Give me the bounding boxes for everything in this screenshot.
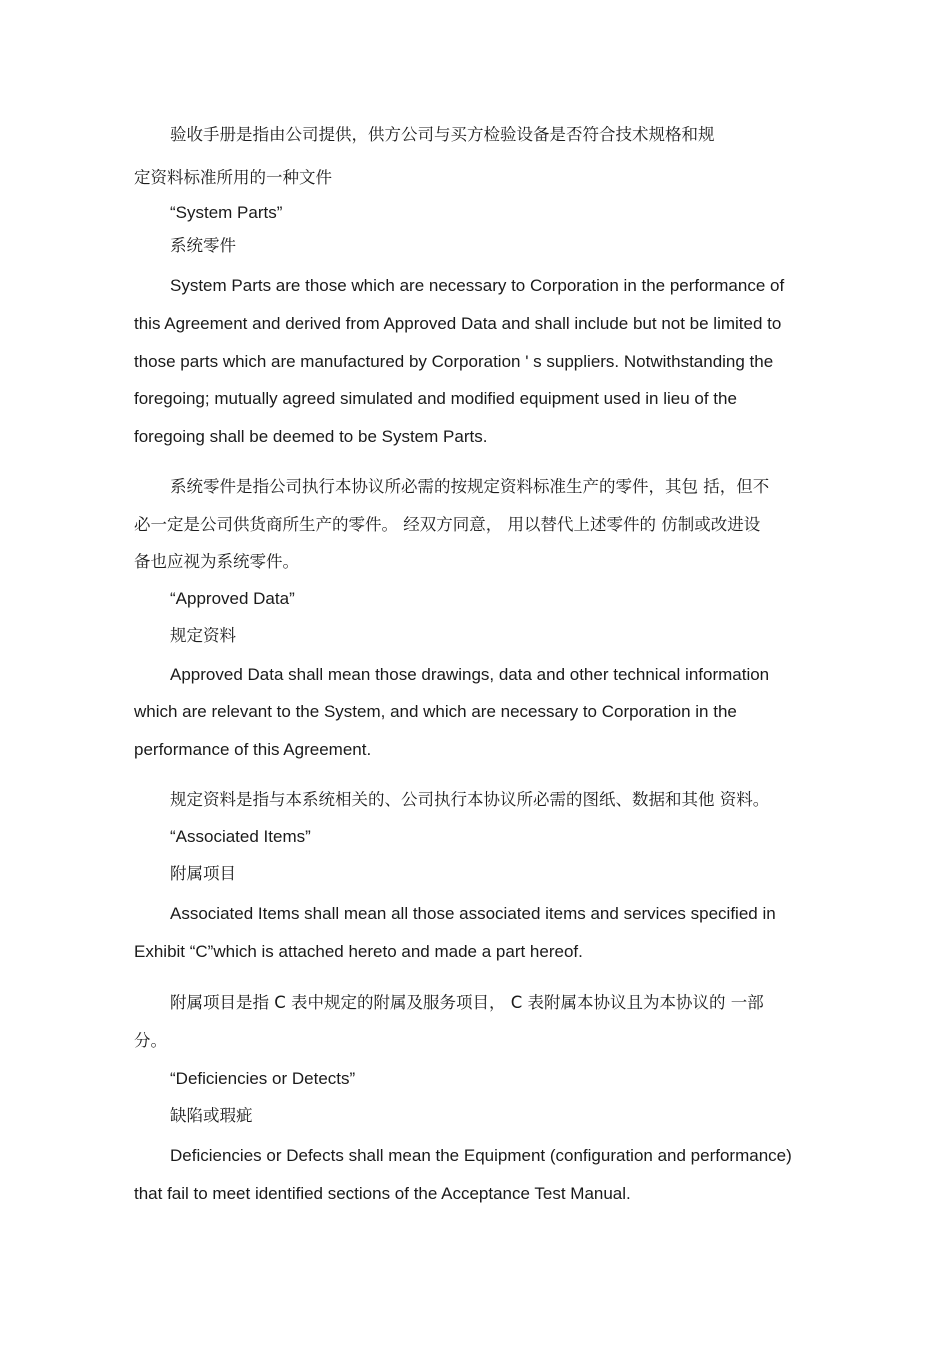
associated-items-def-zh-1: 附属项目是指 C 表中规定的附属及服务项目， C 表附属本协议且为本协议的 一部 [170, 993, 764, 1012]
term-associated-items-en: “Associated Items” [170, 827, 311, 846]
term-deficiencies-en: “Deficiencies or Detects” [170, 1069, 356, 1088]
system-parts-def-en-4: foregoing; mutually agreed simulated and modified equipment used in lieu of the [134, 389, 737, 408]
term-deficiencies-zh: 缺陷或瑕疵 [170, 1106, 253, 1125]
associated-items-def-en-1: Associated Items shall mean all those associated items and services specified in [170, 904, 776, 923]
term-approved-data-en: “Approved Data” [170, 589, 295, 608]
deficiencies-def-en-2: that fail to meet identified sections of the Acceptance Test Manual. [134, 1184, 631, 1203]
approved-data-def-en-1: Approved Data shall mean those drawings, data and other technical information [170, 665, 770, 684]
system-parts-def-en-5: foregoing shall be deemed to be System Parts. [134, 427, 488, 446]
term-system-parts-en: “System Parts” [170, 203, 283, 222]
term-system-parts-zh: 系统零件 [170, 236, 236, 255]
associated-items-def-en-2: Exhibit “C”which is attached hereto and made a part hereof. [134, 942, 583, 961]
deficiencies-def-en-1: Deficiencies or Defects shall mean the Equipment (configuration and performance) [170, 1146, 792, 1165]
term-approved-data-zh: 规定资料 [170, 626, 236, 645]
term-associated-items-zh: 附属项目 [170, 864, 236, 883]
associated-items-def-zh-2: 分。 [134, 1031, 167, 1050]
system-parts-def-en-1: System Parts are those which are necessary to Corporation in the performance of [170, 276, 785, 295]
approved-data-def-zh-1: 规定资料是指与本系统相关的、公司执行本协议所必需的图纸、数据和其他 资料。 [170, 790, 770, 809]
approved-data-def-en-2: which are relevant to the System, and which are necessary to Corporation in the [134, 702, 737, 721]
approved-data-def-en-3: performance of this Agreement. [134, 740, 372, 759]
system-parts-def-zh-2: 必一定是公司供货商所生产的零件。 经双方同意， 用以替代上述零件的 仿制或改进设 [134, 515, 761, 534]
system-parts-def-zh-3: 备也应视为系统零件。 [134, 552, 299, 571]
intro-line-2: 定资料标准所用的一种文件 [134, 168, 332, 187]
system-parts-def-en-3: those parts which are manufactured by Corporation ' s suppliers. Notwithstanding the [134, 352, 774, 371]
system-parts-def-en-2: this Agreement and derived from Approved Data and shall include but not be limited to [134, 314, 782, 333]
system-parts-def-zh-1: 系统零件是指公司执行本协议所必需的按规定资料标准生产的零件，其包 括，但不 [170, 477, 770, 496]
intro-line-1: 验收手册是指由公司提供，供方公司与买方检验设备是否符合技术规格和规 [170, 125, 715, 144]
